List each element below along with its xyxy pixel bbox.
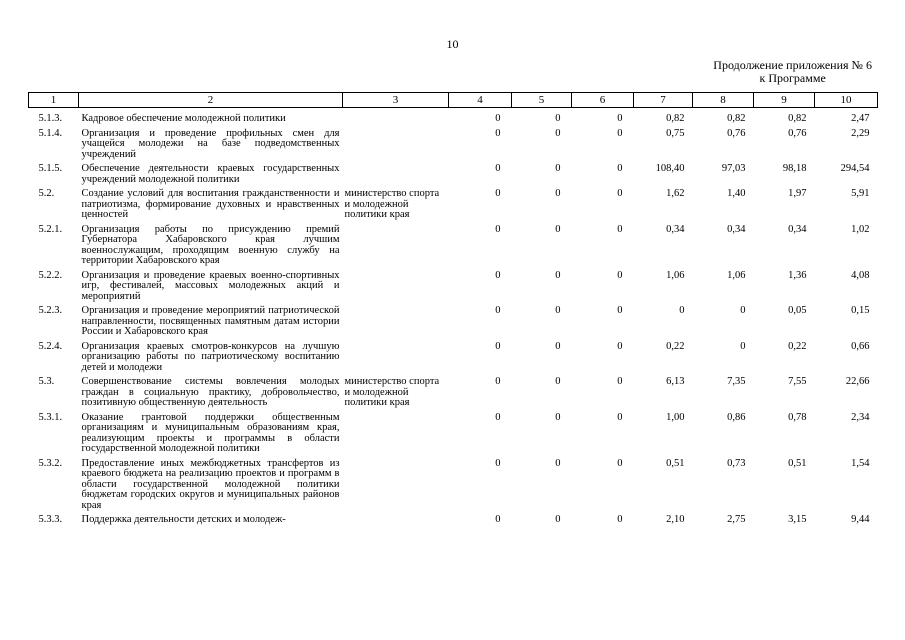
column-header: 4 — [449, 93, 512, 108]
value-col-7: 0,22 — [666, 340, 685, 352]
value-col-9: 0,22 — [788, 340, 807, 352]
table-body — [29, 108, 878, 526]
row-code: 5.2. — [38, 188, 55, 199]
value-col-9: 0,78 — [788, 411, 807, 423]
table-row — [29, 511, 878, 526]
row-code: 5.2.4. — [38, 340, 63, 352]
value-col-8: 1,40 — [727, 188, 746, 199]
value-col-7: 0,75 — [666, 127, 685, 139]
value-col-10: 9,44 — [851, 514, 870, 525]
value-col-7: 0,82 — [666, 113, 685, 124]
row-code: 5.2.1. — [38, 223, 63, 235]
column-header: 10 — [815, 93, 878, 108]
row-executor — [343, 302, 449, 338]
table-row — [29, 409, 878, 455]
value-col-9: 0,82 — [788, 113, 807, 124]
value-col-6: 0 — [617, 113, 623, 124]
value-col-6: 0 — [617, 457, 623, 469]
table-row — [29, 125, 878, 161]
value-col-10: 0,15 — [851, 305, 870, 316]
value-col-10: 0,66 — [851, 340, 870, 352]
table-row — [29, 302, 878, 338]
value-col-6: 0 — [617, 188, 623, 199]
value-col-8: 97,03 — [721, 163, 746, 174]
value-col-9: 0,05 — [788, 305, 807, 316]
value-col-7: 1,06 — [666, 269, 685, 281]
row-executor — [343, 221, 449, 267]
row-executor: министерство спорта и молодежной политики края — [344, 376, 440, 408]
column-header: 9 — [754, 93, 815, 108]
value-col-4: 0 — [495, 305, 501, 316]
value-col-7: 1,00 — [666, 411, 685, 423]
row-name: Организация краевых смотров-конкурсов на лучшую организацию работы по патриотическому воспитанию детей и молодежи — [81, 340, 340, 373]
value-col-10: 294,54 — [840, 163, 870, 174]
table-row — [29, 338, 878, 374]
value-col-5: 0 — [555, 163, 561, 174]
value-col-10: 2,29 — [851, 127, 870, 139]
value-col-6: 0 — [617, 163, 623, 174]
row-name: Кадровое обеспечение молодежной политики — [81, 113, 286, 124]
row-executor — [343, 409, 449, 455]
row-name: Обеспечение деятельности краевых государственных учреждений молодежной политики — [81, 163, 340, 185]
value-col-5: 0 — [555, 376, 561, 387]
value-col-6: 0 — [617, 340, 623, 352]
value-col-7: 1,62 — [666, 188, 685, 199]
value-col-7: 108,40 — [655, 163, 685, 174]
value-col-10: 2,34 — [851, 411, 870, 423]
value-col-6: 0 — [617, 127, 623, 139]
row-code: 5.2.3. — [38, 305, 63, 316]
value-col-4: 0 — [495, 376, 501, 387]
value-col-7: 6,13 — [666, 376, 685, 387]
table-row — [29, 455, 878, 512]
table-row — [29, 221, 878, 267]
value-col-4: 0 — [495, 340, 501, 352]
value-col-6: 0 — [617, 305, 623, 316]
row-executor — [343, 267, 449, 303]
value-col-9: 1,97 — [788, 188, 807, 199]
header-row — [29, 93, 878, 108]
row-name: Организация и проведение профильных смен для учащейся молодежи на базе подведомственных учреждений — [81, 127, 340, 160]
row-code: 5.2.2. — [38, 269, 63, 281]
column-header: 6 — [572, 93, 634, 108]
table-row — [29, 108, 878, 125]
value-col-9: 0,51 — [788, 457, 807, 469]
value-col-5: 0 — [555, 514, 561, 525]
value-col-9: 0,34 — [788, 223, 807, 235]
continuation-line-1: Продолжение приложения № 6 — [713, 58, 872, 72]
value-col-9: 7,55 — [788, 376, 807, 387]
row-code: 5.3. — [38, 376, 55, 387]
value-col-7: 0,51 — [666, 457, 685, 469]
value-col-4: 0 — [495, 411, 501, 423]
row-name: Создание условий для воспитания гражданственности и патриотизма, формирование духовных и нравственных ценностей — [81, 188, 340, 220]
value-col-5: 0 — [555, 269, 561, 281]
value-col-8: 0,86 — [727, 411, 746, 423]
value-col-6: 0 — [617, 376, 623, 387]
row-name: Оказание грантовой поддержки общественным организациям и муниципальным образованиям края, реализующим проекты и программы в области государственной молодежной политики — [81, 411, 340, 454]
value-col-10: 1,02 — [851, 223, 870, 235]
value-col-7: 0 — [679, 305, 685, 316]
value-col-4: 0 — [495, 188, 501, 199]
value-col-4: 0 — [495, 113, 501, 124]
value-col-5: 0 — [555, 305, 561, 316]
value-col-6: 0 — [617, 514, 623, 525]
continuation-line-2: к Программе — [759, 71, 826, 85]
value-col-5: 0 — [555, 113, 561, 124]
row-name: Организация работы по присуждению премий Губернатора Хабаровского края лучшим военнослужащим, проходящим военную службу на территории Хабаровского края — [81, 223, 340, 266]
value-col-4: 0 — [495, 514, 501, 525]
value-col-6: 0 — [617, 269, 623, 281]
table-row — [29, 185, 878, 221]
row-executor — [343, 511, 449, 526]
value-col-10: 22,66 — [845, 376, 870, 387]
column-header: 3 — [343, 93, 449, 108]
value-col-5: 0 — [555, 188, 561, 199]
row-code: 5.1.4. — [38, 127, 63, 139]
row-name: Предоставление иных межбюджетных трансфертов из краевого бюджета на реализацию проектов и программ в области государственной молодежной политики бюджетам городских округов и муниципальных районов края — [81, 457, 340, 511]
value-col-4: 0 — [495, 223, 501, 235]
table-row — [29, 267, 878, 303]
table-row — [29, 160, 878, 185]
value-col-8: 1,06 — [727, 269, 746, 281]
value-col-9: 1,36 — [788, 269, 807, 281]
value-col-6: 0 — [617, 411, 623, 423]
value-col-9: 3,15 — [788, 514, 807, 525]
value-col-4: 0 — [495, 127, 501, 139]
row-executor — [343, 160, 449, 185]
value-col-5: 0 — [555, 223, 561, 235]
continuation-note — [713, 59, 872, 85]
page-number: 10 — [446, 37, 459, 51]
value-col-8: 0,82 — [727, 113, 746, 124]
value-col-8: 0,73 — [727, 457, 746, 469]
row-executor — [343, 125, 449, 161]
value-col-8: 7,35 — [727, 376, 746, 387]
program-table — [28, 92, 878, 526]
row-executor — [343, 108, 449, 125]
value-col-8: 0 — [740, 340, 746, 352]
value-col-7: 2,10 — [666, 514, 685, 525]
value-col-9: 98,18 — [782, 163, 807, 174]
value-col-4: 0 — [495, 457, 501, 469]
row-code: 5.3.1. — [38, 411, 63, 423]
value-col-10: 4,08 — [851, 269, 870, 281]
row-executor — [343, 455, 449, 512]
row-code: 5.3.3. — [38, 514, 63, 525]
value-col-5: 0 — [555, 457, 561, 469]
column-header: 1 — [29, 93, 79, 108]
value-col-5: 0 — [555, 411, 561, 423]
row-name: Поддержка деятельности детских и молодеж- — [81, 514, 286, 525]
value-col-6: 0 — [617, 223, 623, 235]
value-col-10: 5,91 — [851, 188, 870, 199]
row-code: 5.3.2. — [38, 457, 63, 469]
value-col-10: 1,54 — [851, 457, 870, 469]
row-name: Организация и проведение мероприятий патриотической направленности, посвященных памятным датам истории России и Хабаровского края — [81, 305, 340, 337]
value-col-4: 0 — [495, 269, 501, 281]
value-col-4: 0 — [495, 163, 501, 174]
value-col-8: 0 — [740, 305, 746, 316]
column-header: 2 — [79, 93, 343, 108]
row-executor: министерство спорта и молодежной политики края — [344, 188, 440, 220]
column-header: 5 — [512, 93, 572, 108]
row-code: 5.1.3. — [38, 113, 63, 124]
row-name: Совершенствование системы вовлечения молодых граждан в социальную практику, добровольчество, позитивную общественную деятельность — [81, 376, 340, 408]
value-col-5: 0 — [555, 340, 561, 352]
value-col-9: 0,76 — [788, 127, 807, 139]
row-name: Организация и проведение краевых военно-спортивных игр, фестивалей, массовых молодежных акций и мероприятий — [81, 269, 340, 302]
row-code: 5.1.5. — [38, 163, 63, 174]
table-row — [29, 373, 878, 409]
column-header: 8 — [693, 93, 754, 108]
value-col-5: 0 — [555, 127, 561, 139]
value-col-8: 0,34 — [727, 223, 746, 235]
column-header: 7 — [634, 93, 693, 108]
value-col-7: 0,34 — [666, 223, 685, 235]
row-executor — [343, 338, 449, 374]
value-col-8: 0,76 — [727, 127, 746, 139]
value-col-8: 2,75 — [727, 514, 746, 525]
value-col-10: 2,47 — [851, 113, 870, 124]
